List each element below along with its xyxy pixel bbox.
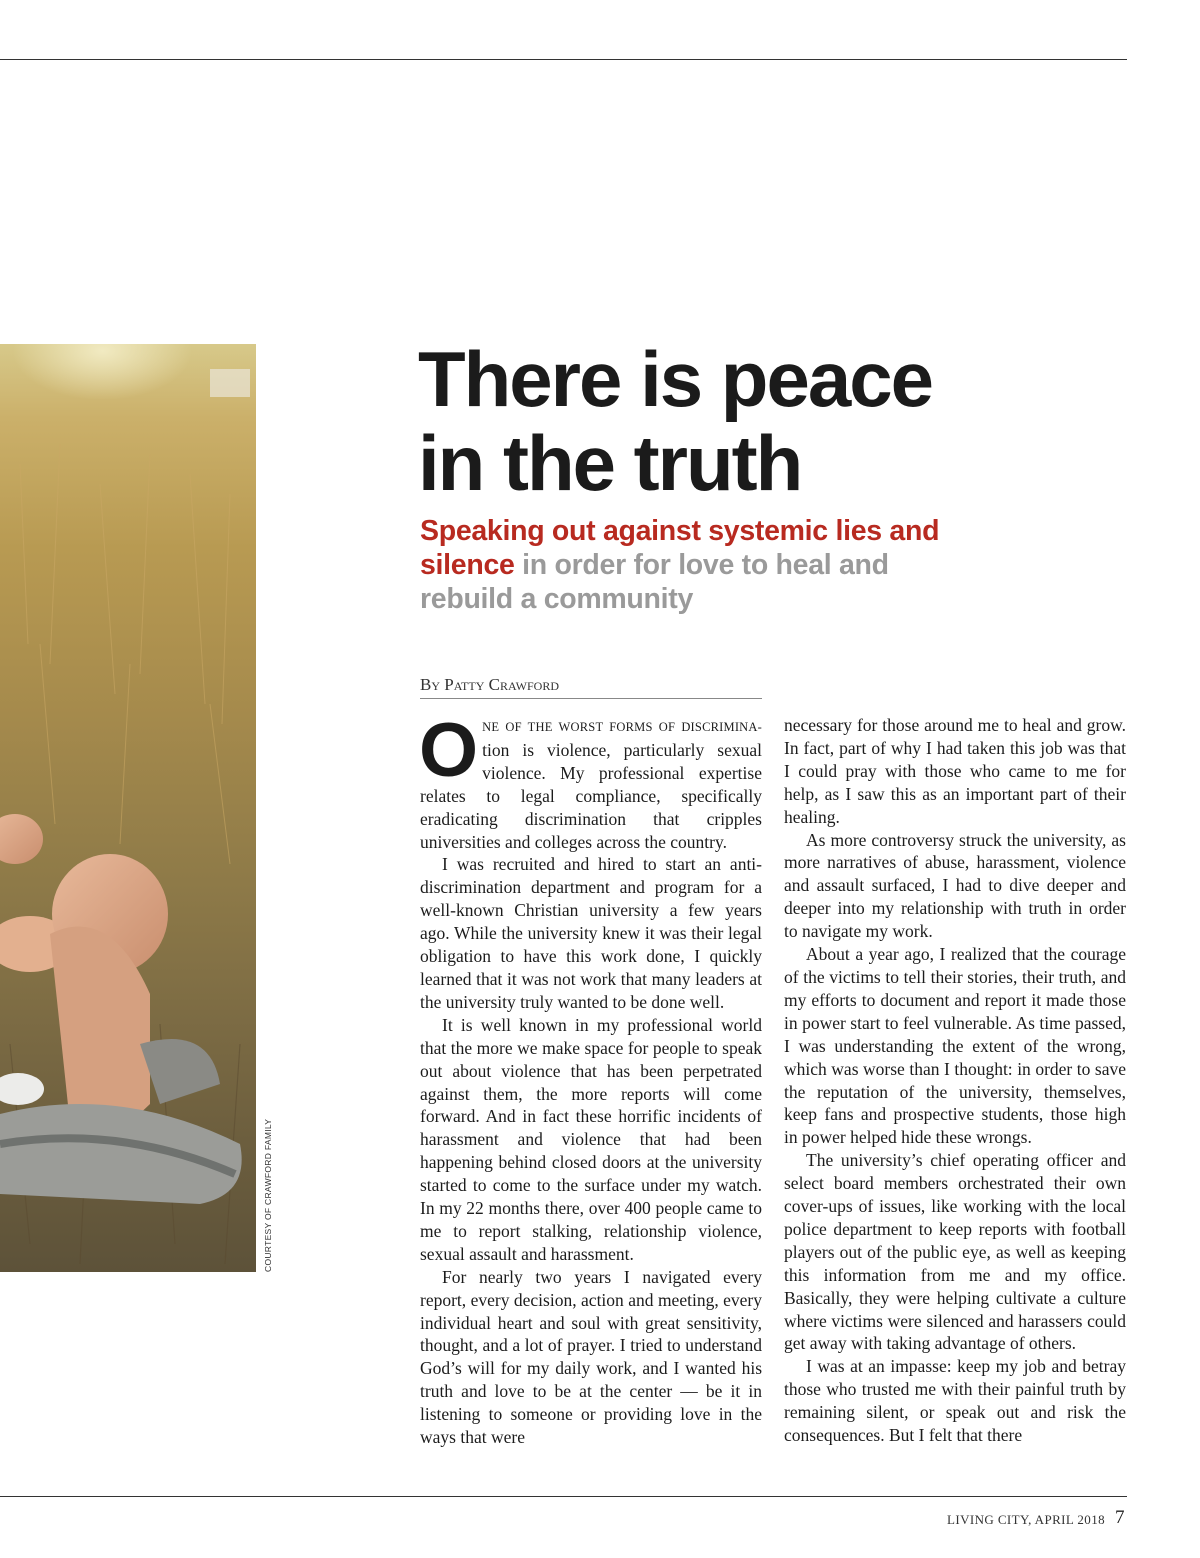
subtitle-highlight: Speaking out against systemic lies and silence [420,515,940,581]
byline: By Patty Crawford [420,675,762,699]
photo-credit: COURTESY OF CRAWFORD FAMILY [263,1118,273,1272]
top-rule [0,59,1127,60]
lead-in-caps: NE OF THE WORST FORMS OF DISCRIMINA- [482,720,762,734]
publication-footer: LIVING CITY, APRIL 2018 [947,1512,1105,1527]
title-line-2: in the truth [418,419,802,507]
article-subtitle [420,514,980,616]
paragraph-1 [419,708,762,853]
paragraph-8: The university’s chief operating officer and select board members orchestrated their own cover-ups of issues, like working with the local police department to keep reports with football players out of the public eye, as well as keeping this information from me and my office. Basically, they were helping cultivate a culture where victims were silenced and harassers could get away with taking advantage of others. [784,1150,1126,1354]
article-photo [0,344,256,1272]
drop-cap: O [419,708,479,793]
article-column-1 [419,708,762,1449]
paragraph-9: I was at an impasse: keep my job and betray those who trusted me with their painful truth by remaining silent, or speak out and risk the consequences. But I felt that there [784,1356,1126,1446]
paragraph-6: As more controversy struck the university, as more narratives of abuse, harassment, violence and assault surfaced, I had to dive deeper and deeper into my relationship with truth in order to navigate my work. [784,829,1126,942]
paragraph-2: I was recruited and hired to start an anti-discrimination department and program for a well-known Christian university a few years ago. While the university knew it was their legal obligation to have this work done, I quickly learned that it was not work that many leaders at the university truly wanted to be done well. [420,854,762,1012]
paragraph-4: For nearly two years I navigated every report, every decision, action and meeting, every individual heart and soul with great sensitivity, thought, and a lot of prayer. I tried to understand God’s will for my daily work, and I wanted his truth and love to be at the center — be it in listening to someone or providing love in the ways that were [420,1266,762,1448]
article-column-2 [784,714,1126,1447]
paragraph-3: It is well known in my professional world that the more we make space for people to speak out about violence that has been perpetrated against them, the more reports will come forward. And in fact these horrific incidents of harassment and violence that had been happening behind closed doors at the university started to come to the surface under my watch. In my 22 months there, over 400 people came to me to report stalking, relationship violence, sexual assault and harassment. [420,1014,762,1264]
paragraph-7: About a year ago, I realized that the courage of the victims to tell their stories, their truth, and my efforts to document and report it made those in power start to feel vulnerable. As time passed, I was understanding the extent of the wrong, which was worse than I thought: in order to save the reputation of the university, themselves, keep fans and prospective students, those high in power helped hide these wrongs. [784,944,1126,1148]
subtitle-rest: in order for love to heal and rebuild a community [420,549,889,615]
article-title [418,337,1038,505]
paragraph-1-text: tion is violence, particularly sexual violence. My professional expertise relates to legal compliance, specifically eradicating discrimination that cripples universities and colleges across the country. [420,739,762,852]
title-line-1: There is peace [418,335,932,423]
bottom-rule [0,1496,1127,1497]
page-number: 7 [1115,1507,1125,1528]
paragraph-5: necessary for those around me to heal and grow. In fact, part of why I had taken this job was that I could pray with those who came to me for help, as I saw this as an important part of their healing. [784,715,1126,827]
